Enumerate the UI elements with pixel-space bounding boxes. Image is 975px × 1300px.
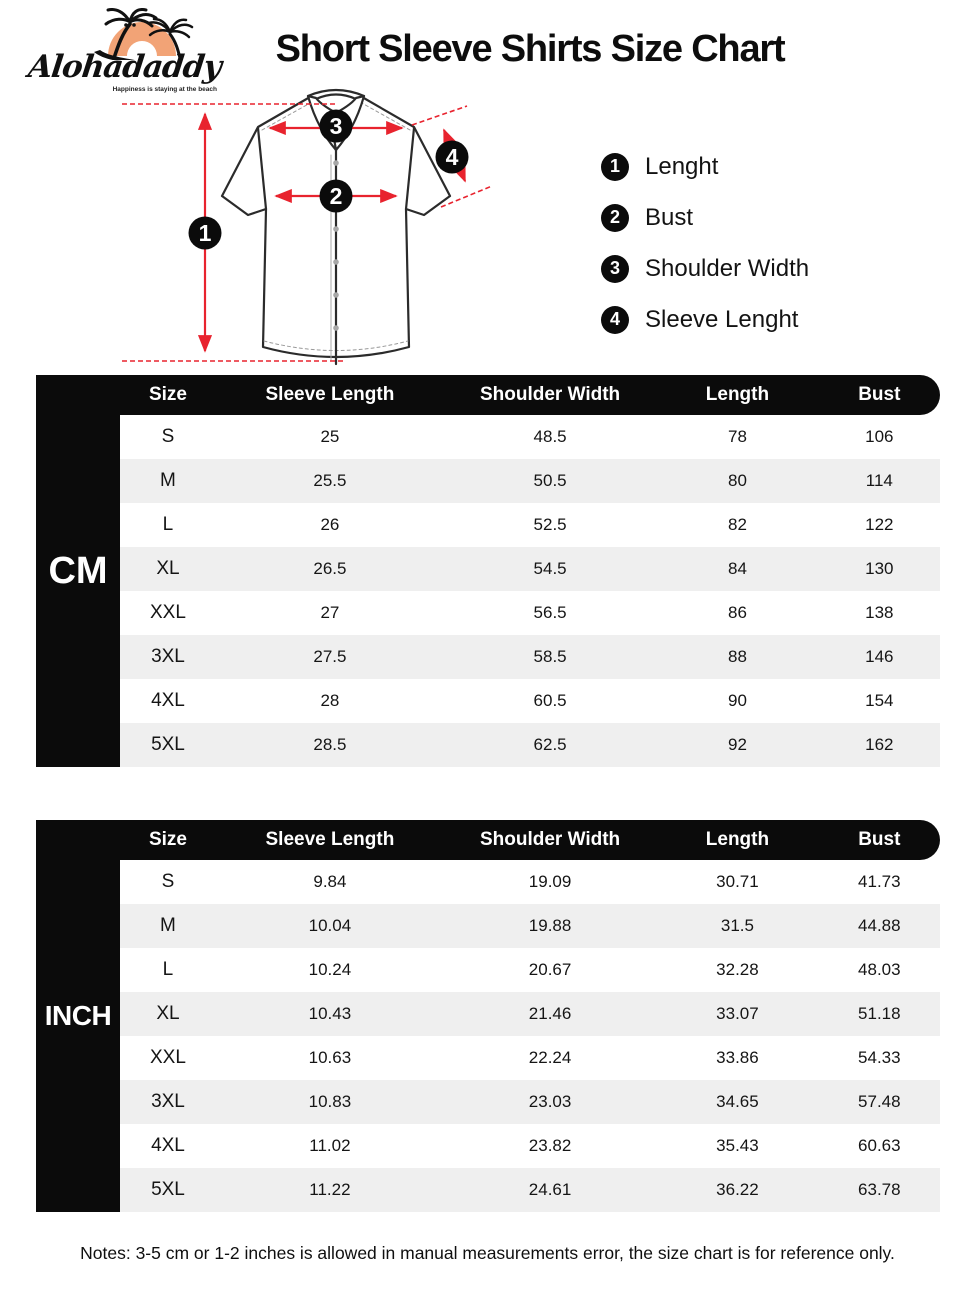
table-cell: 54.33 bbox=[858, 1048, 901, 1067]
table-cell: 5XL bbox=[151, 1179, 185, 1200]
table-cell: 51.18 bbox=[858, 1004, 901, 1023]
table-cell: 34.65 bbox=[716, 1092, 759, 1111]
notes-text: Notes: 3-5 cm or 1-2 inches is allowed in manual measurements error, the size chart is for reference only. bbox=[80, 1243, 895, 1263]
table-cell: M bbox=[160, 470, 176, 491]
column-header: Size bbox=[148, 384, 187, 405]
measure-badge-1 bbox=[189, 217, 222, 250]
table-cell: XL bbox=[156, 1003, 180, 1024]
table-cell: 30.71 bbox=[716, 872, 759, 891]
table-cell: 154 bbox=[865, 691, 894, 710]
table-cell: 78 bbox=[727, 427, 747, 446]
table-row bbox=[120, 860, 940, 904]
table-cell: 33.07 bbox=[716, 1004, 759, 1023]
legend-item-bust bbox=[601, 201, 809, 234]
svg-text:2: 2 bbox=[329, 183, 343, 209]
brand-logo bbox=[22, 6, 227, 93]
column-header: Length bbox=[705, 384, 770, 405]
legend-label: Sleeve Lenght bbox=[645, 305, 799, 333]
legend-number-badge: 2 bbox=[601, 204, 629, 232]
measurement-legend bbox=[601, 150, 809, 354]
table-cell: 63.78 bbox=[858, 1180, 901, 1199]
table-cell: 10.63 bbox=[308, 1048, 352, 1067]
unit-label: INCH bbox=[44, 1000, 112, 1031]
table-row bbox=[120, 1036, 940, 1080]
table-cell: 24.61 bbox=[528, 1180, 572, 1199]
table-cell: 138 bbox=[865, 603, 894, 622]
column-header: Bust bbox=[858, 384, 901, 405]
table-cell: 28 bbox=[320, 691, 340, 710]
table-cell: 162 bbox=[865, 735, 894, 754]
column-header: Sleeve Length bbox=[265, 829, 395, 850]
table-cell: 22.24 bbox=[528, 1048, 572, 1067]
table-cell: 33.86 bbox=[716, 1048, 759, 1067]
table-row bbox=[120, 679, 940, 723]
unit-label: CM bbox=[48, 549, 108, 592]
table-cell: 3XL bbox=[151, 646, 185, 667]
measure-badge-2 bbox=[320, 180, 353, 213]
table-cell: 4XL bbox=[151, 690, 185, 711]
table-cell: 26 bbox=[320, 515, 340, 534]
table-cell: 31.5 bbox=[720, 916, 754, 935]
table-cell: 84 bbox=[727, 559, 747, 578]
table-cell: 19.88 bbox=[528, 916, 572, 935]
table-cell: 106 bbox=[865, 427, 894, 446]
table-row bbox=[120, 1080, 940, 1124]
table-cell: 36.22 bbox=[716, 1180, 759, 1199]
column-header: Shoulder Width bbox=[479, 384, 621, 405]
column-header: Shoulder Width bbox=[479, 829, 621, 850]
table-cell: 28.5 bbox=[313, 735, 347, 754]
svg-text:4: 4 bbox=[445, 144, 459, 170]
table-cell: 26.5 bbox=[313, 559, 347, 578]
table-cell: 10.83 bbox=[308, 1092, 352, 1111]
column-header: Size bbox=[148, 829, 187, 850]
table-cell: S bbox=[161, 871, 175, 892]
table-cell: S bbox=[161, 426, 175, 447]
table-row bbox=[120, 904, 940, 948]
table-cell: 114 bbox=[865, 471, 893, 490]
legend-number-badge: 1 bbox=[601, 153, 629, 181]
table-cell: 10.04 bbox=[308, 916, 352, 935]
table-cell: 25 bbox=[320, 427, 340, 446]
table-cell: 130 bbox=[865, 559, 894, 578]
table-cell: 80 bbox=[727, 471, 747, 490]
column-header: Length bbox=[705, 829, 770, 850]
table-row bbox=[120, 1168, 940, 1212]
column-header: Sleeve Length bbox=[265, 384, 395, 405]
column-header: Bust bbox=[858, 829, 901, 850]
unit-column-inch bbox=[36, 820, 120, 1212]
table-cell: 23.03 bbox=[528, 1092, 572, 1111]
table-cell: 21.46 bbox=[528, 1004, 572, 1023]
table-row bbox=[120, 948, 940, 992]
table-cell: 25.5 bbox=[313, 471, 347, 490]
table-cell: 48.5 bbox=[533, 427, 567, 446]
svg-text:1: 1 bbox=[198, 220, 212, 246]
shirt-measurement-diagram bbox=[110, 85, 580, 375]
table-cell: 90 bbox=[727, 691, 747, 710]
legend-label: Bust bbox=[645, 203, 694, 231]
unit-column-cm bbox=[36, 375, 120, 767]
table-cell: XXL bbox=[150, 1047, 186, 1068]
table-header-row bbox=[120, 820, 940, 860]
table-cell: M bbox=[160, 915, 176, 936]
table-cell: 56.5 bbox=[533, 603, 567, 622]
table-cell: 122 bbox=[865, 515, 894, 534]
table-header-row bbox=[120, 375, 940, 415]
table-cell: L bbox=[162, 514, 174, 535]
table-cell: 27.5 bbox=[313, 647, 347, 666]
table-cell: 57.48 bbox=[858, 1092, 901, 1111]
table-cell: L bbox=[162, 959, 174, 980]
table-body bbox=[36, 415, 940, 767]
table-cell: 3XL bbox=[151, 1091, 185, 1112]
table-row bbox=[120, 415, 940, 459]
table-cell: 19.09 bbox=[528, 872, 572, 891]
measure-badge-4 bbox=[436, 141, 469, 174]
table-row bbox=[120, 591, 940, 635]
legend-number-badge: 4 bbox=[601, 306, 629, 334]
legend-label: Shoulder Width bbox=[645, 254, 810, 282]
table-cell: 11.22 bbox=[309, 1180, 351, 1199]
table-cell: XL bbox=[156, 558, 180, 579]
table-cell: 4XL bbox=[151, 1135, 185, 1156]
table-row bbox=[120, 547, 940, 591]
table-cell: 62.5 bbox=[533, 735, 567, 754]
table-cell: 58.5 bbox=[533, 647, 567, 666]
table-cell: 82 bbox=[727, 515, 747, 534]
table-cell: 23.82 bbox=[528, 1136, 572, 1155]
svg-text:3: 3 bbox=[329, 113, 343, 139]
table-cell: 92 bbox=[727, 735, 747, 754]
table-cell: 44.88 bbox=[858, 916, 901, 935]
table-cell: 88 bbox=[727, 647, 747, 666]
table-row bbox=[120, 635, 940, 679]
brand-tagline: Happiness is staying at the beach bbox=[112, 86, 217, 93]
table-cell: 52.5 bbox=[533, 515, 567, 534]
brand-name: Alohadaddy bbox=[26, 49, 223, 85]
table-cell: 32.28 bbox=[716, 960, 759, 979]
legend-item-length bbox=[601, 150, 809, 183]
table-cell: 20.67 bbox=[528, 960, 572, 979]
table-body bbox=[36, 860, 940, 1212]
legend-label: Lenght bbox=[645, 152, 719, 180]
table-cell: 11.02 bbox=[309, 1136, 351, 1155]
table-row bbox=[120, 503, 940, 547]
legend-item-sleeve-length bbox=[601, 303, 809, 336]
table-row bbox=[120, 459, 940, 503]
legend-item-shoulder-width bbox=[601, 252, 809, 285]
size-table-inch bbox=[36, 820, 940, 1212]
table-cell: 50.5 bbox=[533, 471, 567, 490]
table-cell: 35.43 bbox=[716, 1136, 759, 1155]
table-cell: XXL bbox=[150, 602, 186, 623]
table-row bbox=[120, 723, 940, 767]
size-table-cm bbox=[36, 375, 940, 767]
table-cell: 27 bbox=[320, 603, 340, 622]
table-row bbox=[120, 992, 940, 1036]
table-cell: 60.5 bbox=[533, 691, 567, 710]
table-cell: 41.73 bbox=[858, 872, 901, 891]
table-cell: 54.5 bbox=[533, 559, 567, 578]
table-cell: 146 bbox=[865, 647, 894, 666]
table-cell: 60.63 bbox=[858, 1136, 901, 1155]
table-cell: 5XL bbox=[151, 734, 185, 755]
legend-number-badge: 3 bbox=[601, 255, 629, 283]
table-cell: 10.24 bbox=[308, 960, 352, 979]
table-row bbox=[120, 1124, 940, 1168]
table-cell: 9.84 bbox=[313, 872, 347, 891]
table-cell: 10.43 bbox=[308, 1004, 352, 1023]
table-cell: 48.03 bbox=[858, 960, 901, 979]
page-title: Short Sleeve Shirts Size Chart bbox=[275, 28, 785, 70]
measure-badge-3 bbox=[320, 110, 353, 143]
table-cell: 86 bbox=[727, 603, 747, 622]
